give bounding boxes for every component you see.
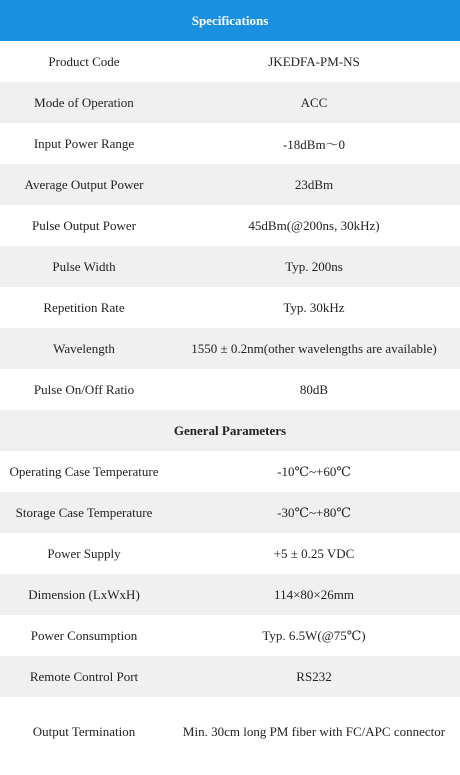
spec-value: 80dB — [168, 369, 460, 410]
table-title: Specifications — [0, 0, 460, 41]
table-row — [0, 492, 460, 533]
spec-label: Input Power Range — [0, 123, 168, 164]
table-row — [0, 82, 460, 123]
table-row — [0, 246, 460, 287]
table-row — [0, 287, 460, 328]
spec-label: Wavelength — [0, 328, 168, 369]
spec-label: Average Output Power — [0, 164, 168, 205]
table-row — [0, 533, 460, 574]
spec-label: Pulse Output Power — [0, 205, 168, 246]
table-row — [0, 123, 460, 164]
spec-value: Typ. 200ns — [168, 246, 460, 287]
spec-label: Pulse Width — [0, 246, 168, 287]
spec-value: 45dBm(@200ns, 30kHz) — [168, 205, 460, 246]
spec-value: Min. 30cm long PM fiber with FC/APC connector — [168, 697, 460, 766]
section-header-row — [0, 410, 460, 451]
table-row — [0, 574, 460, 615]
spec-value: RS232 — [168, 656, 460, 697]
table-row — [0, 656, 460, 697]
spec-label: Operating Case Temperature — [0, 451, 168, 492]
spec-label: Mode of Operation — [0, 82, 168, 123]
spec-label: Remote Control Port — [0, 656, 168, 697]
spec-value: Typ. 6.5W(@75℃) — [168, 615, 460, 656]
spec-label: Repetition Rate — [0, 287, 168, 328]
table-row — [0, 697, 460, 766]
table-row — [0, 164, 460, 205]
section-title: General Parameters — [0, 410, 460, 451]
spec-value: 23dBm — [168, 164, 460, 205]
spec-value: 1550 ± 0.2nm(other wavelengths are available) — [168, 328, 460, 369]
table-row — [0, 205, 460, 246]
spec-label: Storage Case Temperature — [0, 492, 168, 533]
table-row — [0, 369, 460, 410]
table-row — [0, 615, 460, 656]
spec-value: -30℃~+80℃ — [168, 492, 460, 533]
spec-value: -10℃~+60℃ — [168, 451, 460, 492]
spec-label: Power Supply — [0, 533, 168, 574]
spec-value: -18dBm～0 — [168, 123, 460, 164]
spec-value: +5 ± 0.25 VDC — [168, 533, 460, 574]
spec-label: Product Code — [0, 41, 168, 82]
spec-label: Pulse On/Off Ratio — [0, 369, 168, 410]
table-row — [0, 451, 460, 492]
spec-label: Dimension (LxWxH) — [0, 574, 168, 615]
spec-value: JKEDFA-PM-NS — [168, 41, 460, 82]
spec-label: Output Termination — [0, 697, 168, 766]
spec-value: Typ. 30kHz — [168, 287, 460, 328]
table-row — [0, 328, 460, 369]
spec-label: Power Consumption — [0, 615, 168, 656]
table-header-row — [0, 0, 460, 41]
spec-value: ACC — [168, 82, 460, 123]
table-row — [0, 41, 460, 82]
spec-value: 114×80×26mm — [168, 574, 460, 615]
